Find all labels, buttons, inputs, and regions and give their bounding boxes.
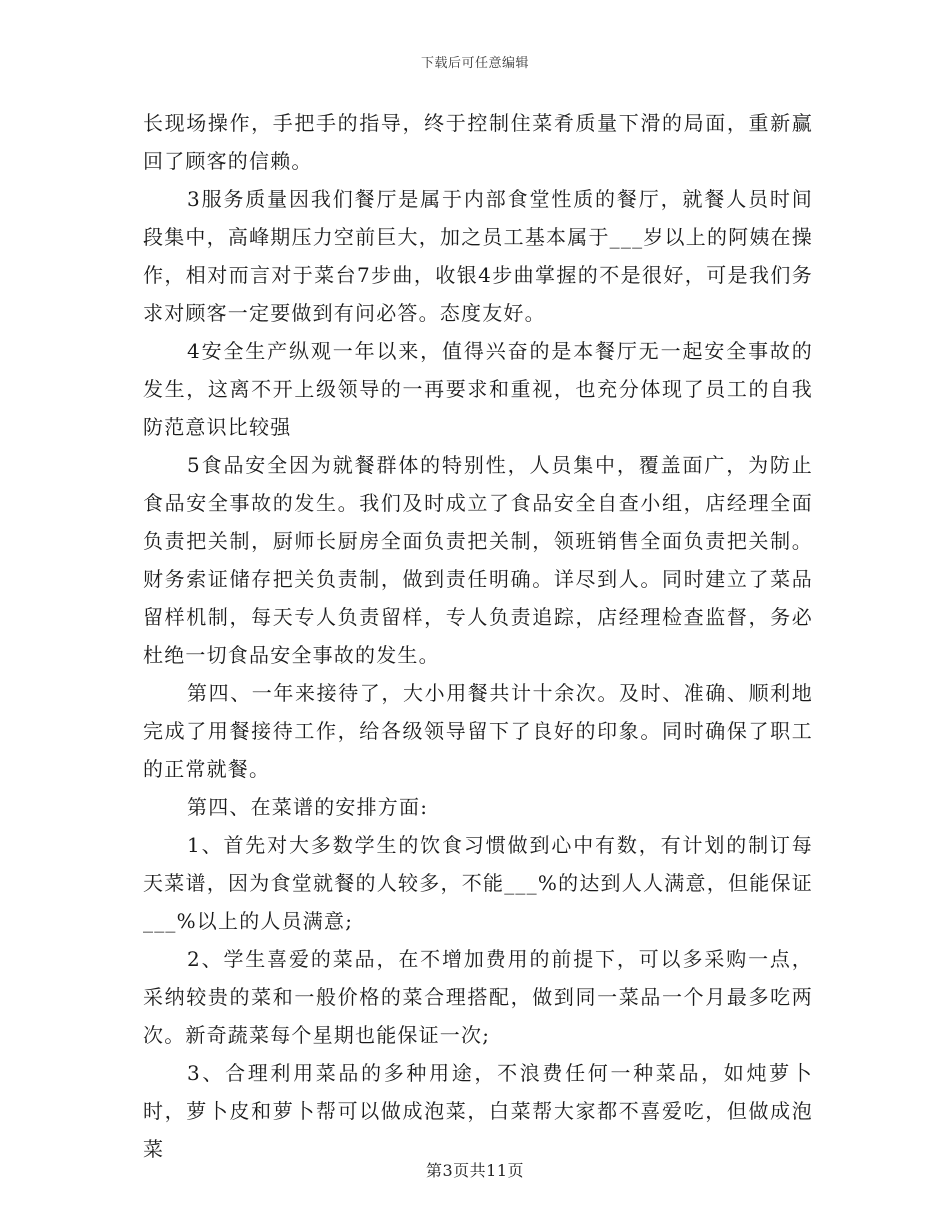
page-header: 下载后可任意编辑	[420, 56, 529, 71]
paragraph-2: 3服务质量因我们餐厅是属于内部食堂性质的餐厅，就餐人员时间段集中，高峰期压力空前巨大，加之员工基本属于___岁以上的阿姨在操作，相对而言对于菜台7步曲，收银4步曲掌握的不是很好，可是我们务求对顾客一定要做到有问必答。态度友好。	[143, 187, 813, 325]
paragraph-5: 第四、一年来接待了，大小用餐共计十余次。及时、准确、顺利地完成了用餐接待工作，给各级领导留下了良好的印象。同时确保了职工的正常就餐。	[143, 681, 813, 781]
paragraph-3: 4安全生产纵观一年以来，值得兴奋的是本餐厅无一起安全事故的发生，这离不开上级领导的一再要求和重视，也充分体现了员工的自我防范意识比较强	[143, 339, 813, 439]
paragraph-6: 第四、在菜谱的安排方面:	[187, 795, 429, 819]
page-number: 第3页共11页	[425, 1161, 525, 1180]
paragraph-8: 2、学生喜爱的菜品，在不增加费用的前提下，可以多采购一点，采纳较贵的菜和一般价格的菜合理搭配，做到同一菜品一个月最多吃两次。新奇蔬菜每个星期也能保证一次;	[143, 947, 813, 1047]
paragraph-4: 5食品安全因为就餐群体的特别性，人员集中，覆盖面广，为防止食品安全事故的发生。我们及时成立了食品安全自查小组，店经理全面负责把关制，厨师长厨房全面负责把关制，领班销售全面负责把关制。财务索证储存把关负责制，做到责任明确。详尽到人。同时建立了菜品留样机制，每天专人负责留样，专人负责追踪，店经理检查监督，务必杜绝一切食品安全事故的发生。	[143, 453, 813, 667]
paragraph-9: 3、合理利用菜品的多种用途，不浪费任何一种菜品，如炖萝卜时，萝卜皮和萝卜帮可以做成泡菜，白菜帮大家都不喜爱吃，但做成泡菜	[143, 1061, 813, 1161]
page-body	[143, 104, 813, 1168]
paragraph-1: 长现场操作，手把手的指导，终于控制住菜肴质量下滑的局面，重新赢回了顾客的信赖。	[143, 111, 813, 173]
paragraph-7: 1、首先对大多数学生的饮食习惯做到心中有数，有计划的制订每天菜谱，因为食堂就餐的人较多，不能___%的达到人人满意，但能保证___%以上的人员满意;	[143, 833, 813, 933]
